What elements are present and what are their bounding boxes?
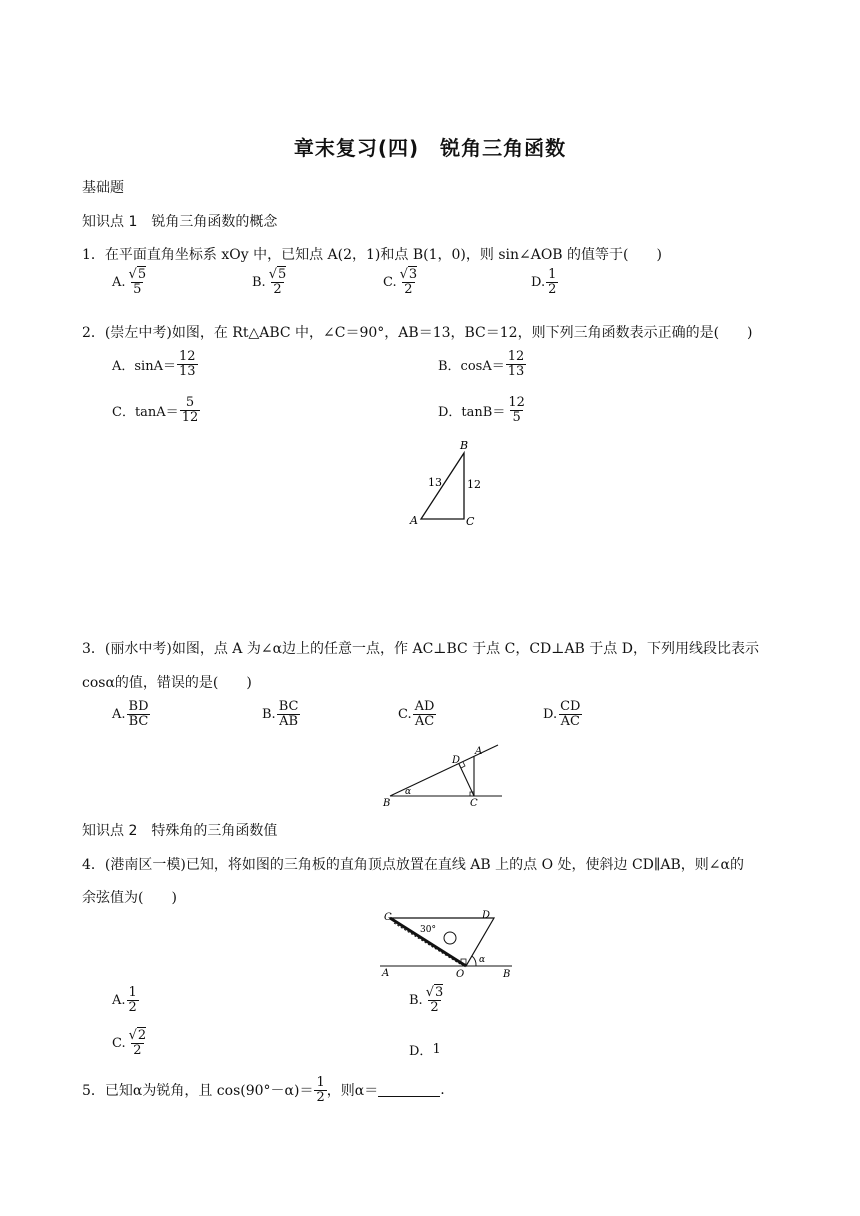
label-o: O: [456, 969, 465, 978]
option-fraction: [558, 700, 582, 728]
option-denominator: 2: [128, 999, 137, 1015]
q3-option-c[interactable]: [398, 700, 436, 728]
q5-text-end: .: [440, 1082, 445, 1099]
option-fraction: [127, 986, 139, 1014]
sqrt-sign: [129, 1029, 147, 1043]
option-denominator: 2: [404, 281, 413, 297]
option-numerator: BC: [278, 699, 299, 714]
q4-option-d[interactable]: [409, 1040, 441, 1059]
q3-option-d[interactable]: [543, 700, 582, 728]
option-denominator: AB: [279, 713, 299, 729]
option-numerator: 5: [185, 395, 195, 410]
q4-option-a[interactable]: [112, 986, 139, 1014]
sqrt-sign: [426, 986, 444, 1000]
option-denominator: 13: [178, 363, 196, 379]
option-label: C.: [112, 1035, 126, 1051]
label-a: A: [410, 514, 418, 527]
label-b: B: [503, 969, 511, 978]
option-label: D．: [409, 1044, 433, 1059]
label-d: D: [452, 755, 461, 766]
option-label: B.: [262, 706, 276, 722]
option-numerator: AD: [414, 699, 435, 714]
option-fraction: [424, 986, 446, 1014]
radicand: 3: [408, 267, 418, 282]
option-denominator: 2: [133, 1042, 142, 1058]
option-label: B.: [409, 992, 423, 1008]
section-heading-basic: 基础题: [82, 180, 124, 196]
option-fraction: [127, 268, 149, 296]
option-numerator: 12: [178, 349, 196, 364]
option-numerator: [267, 268, 289, 282]
q1-option-d[interactable]: [531, 268, 558, 296]
option-label: B．cosA＝: [438, 358, 505, 374]
option-denominator: 5: [133, 281, 142, 297]
option-fraction: [506, 350, 527, 378]
option-label: B.: [252, 274, 266, 290]
option-numerator: CD: [560, 699, 581, 714]
radicand: 5: [277, 267, 287, 282]
q2-triangle-figure: [400, 436, 500, 528]
q1-option-b[interactable]: [252, 268, 288, 296]
option-denominator: 2: [273, 281, 282, 297]
option-denominator: 2: [548, 281, 557, 297]
q5-numerator: 1: [316, 1075, 325, 1090]
option-label: D．tanB＝: [438, 404, 506, 420]
label-c: C: [470, 798, 478, 808]
option-numerator: BD: [128, 699, 149, 714]
label-a: A: [475, 746, 483, 757]
q5-text-pre: 5．已知α为锐角，且 cos(90°－α)＝: [82, 1083, 314, 1100]
q3-option-a[interactable]: [112, 700, 151, 728]
option-numerator: 12: [508, 395, 525, 410]
q5-denominator: 2: [316, 1089, 325, 1105]
option-label: A．sinA＝: [112, 358, 176, 374]
radicand: 2: [137, 1028, 147, 1043]
option-fraction: [127, 1029, 149, 1057]
knowledge-point-1: 知识点 1 锐角三角函数的概念: [82, 214, 278, 230]
option-label: C.: [398, 706, 412, 722]
option-denominator: 12: [181, 409, 199, 425]
label-alpha: α: [405, 787, 412, 797]
option-fraction: [127, 700, 151, 728]
option-numerator: 1: [128, 985, 137, 1000]
radical-icon: √: [425, 985, 434, 1000]
option-fraction: [177, 350, 198, 378]
label-b: B: [460, 439, 469, 452]
question-4-stem-line2: 余弦值为( ): [82, 890, 177, 906]
option-denominator: BC: [128, 713, 149, 729]
option-denominator: 2: [430, 999, 439, 1015]
q4-option-b[interactable]: [409, 986, 445, 1014]
q1-option-c[interactable]: [383, 268, 419, 296]
q5-fraction: [314, 1076, 326, 1104]
q4-set-square-figure: [376, 910, 516, 978]
label-b: B: [383, 798, 391, 808]
sqrt-sign: [269, 268, 287, 282]
option-numerator: 12: [507, 349, 525, 364]
radicand: 5: [137, 267, 147, 282]
option-fraction: [398, 268, 420, 296]
q2-option-c[interactable]: [112, 396, 200, 424]
option-denominator: 13: [507, 363, 525, 379]
q2-option-b[interactable]: [438, 350, 526, 378]
q5-answer-blank[interactable]: [378, 1084, 440, 1097]
option-label: D.: [543, 706, 558, 722]
option-label: A.: [112, 992, 126, 1008]
option-numerator: 1: [548, 267, 557, 282]
option-denominator: AC: [560, 713, 580, 729]
label-c: C: [466, 515, 475, 528]
label-alpha: α: [479, 955, 486, 965]
question-1-stem: 1．在平面直角坐标系 xOy 中，已知点 A(2，1)和点 B(1，0)，则 sin∠AOB 的值等于( ): [82, 247, 662, 263]
q3-angle-figure: [380, 736, 510, 808]
question-2-stem: 2．(崇左中考)如图，在 Rt△ABC 中，∠C＝90°，AB＝13，BC＝12，则下列三角函数表示正确的是( ): [82, 325, 753, 341]
knowledge-point-2: 知识点 2 特殊角的三角函数值: [82, 823, 278, 839]
option-numerator: [398, 268, 420, 282]
question-5: [82, 1076, 445, 1104]
option-fraction: [267, 268, 289, 296]
q4-option-c[interactable]: [112, 1029, 148, 1057]
label-a: A: [382, 968, 390, 978]
option-numerator: [127, 268, 149, 282]
option-label: C．tanA＝: [112, 404, 179, 420]
option-label: A.: [112, 706, 126, 722]
option-label: A.: [112, 274, 126, 290]
radical-icon: √: [128, 1028, 137, 1043]
label-d: D: [482, 910, 491, 921]
question-4-stem-line1: 4．(港南区一模)已知，将如图的三角板的直角顶点放置在直线 AB 上的点 O 处，使斜边 CD∥AB，则∠α的: [82, 857, 744, 873]
radical-icon: √: [399, 267, 408, 282]
sqrt-sign: [129, 268, 147, 282]
q5-text-post: ，则α＝: [326, 1083, 379, 1100]
option-numerator: [424, 986, 446, 1000]
question-3-stem-line2: cosα的值，错误的是( ): [82, 675, 252, 691]
radicand: 3: [434, 985, 444, 1000]
option-denominator: AC: [414, 713, 435, 729]
option-fraction: [546, 268, 558, 296]
page-title: 章末复习(四) 锐角三角函数: [293, 136, 567, 160]
option-fraction: [277, 700, 301, 728]
sqrt-sign: [400, 268, 418, 282]
q2-option-d[interactable]: [438, 396, 527, 424]
label-ab: 13: [428, 476, 442, 489]
label-30deg: 30°: [420, 925, 436, 935]
question-3-stem-line1: 3．(丽水中考)如图，点 A 为∠α边上的任意一点，作 AC⊥BC 于点 C，CD⊥AB 于点 D，下列用线段比表示: [82, 641, 759, 657]
option-fraction: [506, 396, 527, 424]
option-label: C.: [383, 274, 397, 290]
radical-icon: √: [128, 267, 137, 282]
q2-option-a[interactable]: [112, 350, 198, 378]
q3-option-b[interactable]: [262, 700, 300, 728]
option-denominator: 5: [512, 409, 521, 425]
option-fraction: [413, 700, 437, 728]
label-c: C: [384, 912, 392, 923]
option-fraction: [180, 396, 201, 424]
q1-option-a[interactable]: [112, 268, 148, 296]
option-numerator: [127, 1029, 149, 1043]
radical-icon: √: [268, 267, 277, 282]
option-value: 1: [432, 1042, 441, 1057]
option-label: D.: [531, 274, 546, 290]
label-bc: 12: [467, 478, 481, 491]
